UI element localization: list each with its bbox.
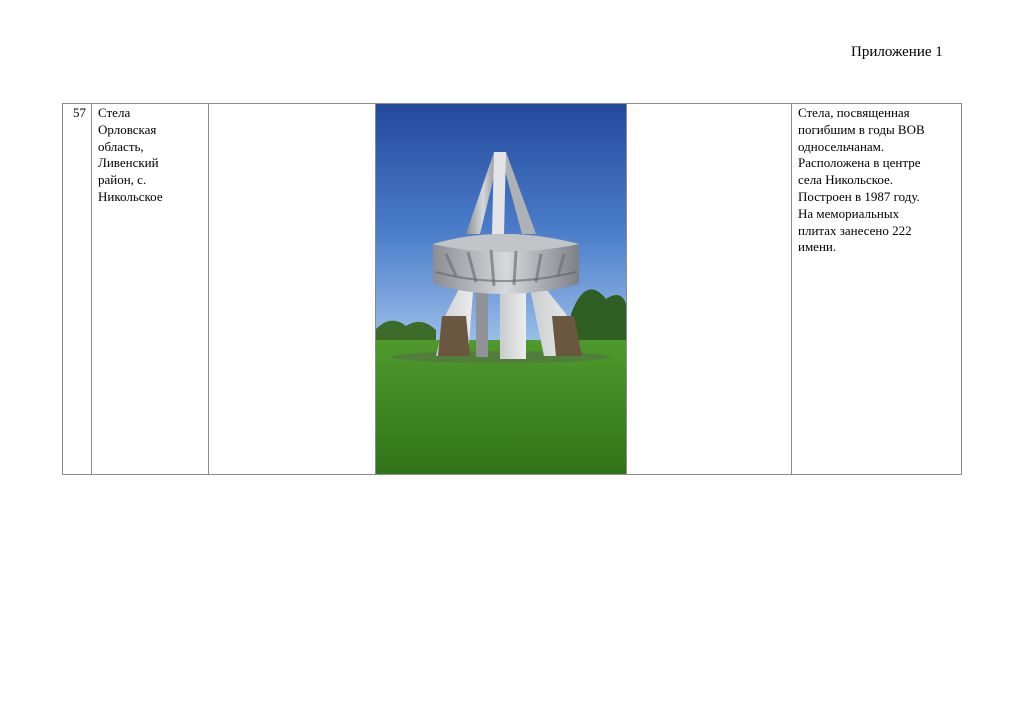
photo-cell [376, 104, 626, 474]
row-number: 57 [73, 105, 86, 120]
number-cell [63, 104, 92, 474]
name-location-cell [92, 104, 209, 474]
empty-cell [209, 104, 376, 474]
description-text: Стела, посвященная погибшим в годы ВОВ односельчанам. Расположена в центре села Никольское. Построен в 1987 году. На мемориальных плитах занесено 222 имени. [798, 105, 925, 255]
monument-table [62, 103, 962, 475]
name-location-text: Стела Орловская область, Ливенский район, с. Никольское [98, 105, 163, 204]
monument-photo [376, 104, 626, 474]
empty-cell [626, 104, 792, 474]
description-cell [792, 104, 961, 474]
appendix-label: Приложение 1 [851, 44, 943, 60]
